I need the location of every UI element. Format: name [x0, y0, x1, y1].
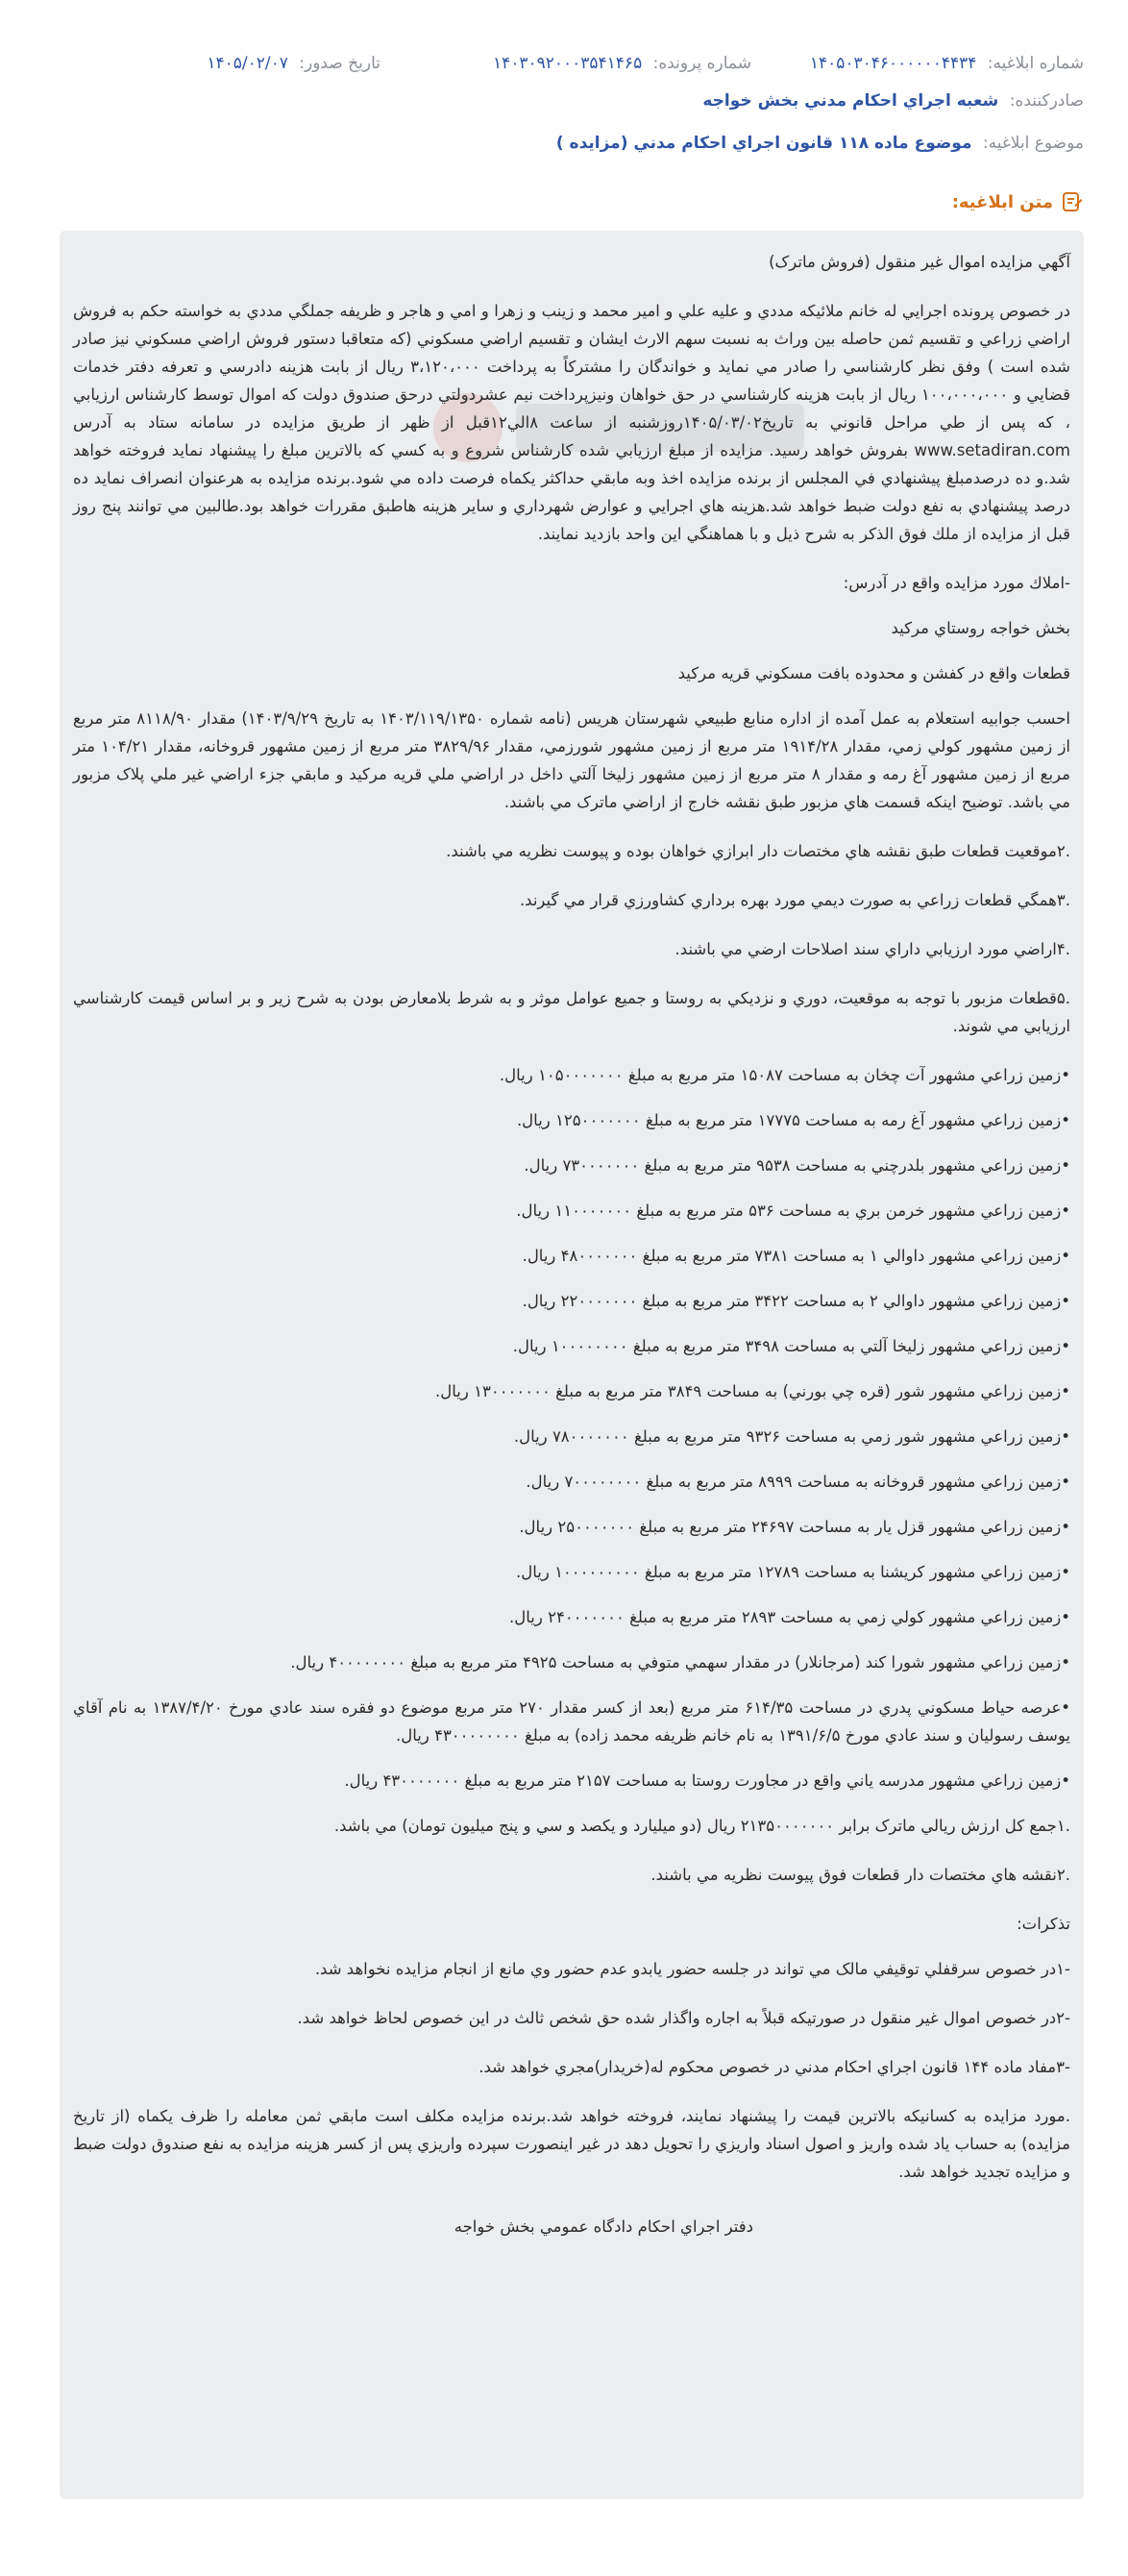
property-item: •زمين زراعي مشهور خرمن بري به مساحت ۵۳۶ متر مربع به مبلغ ۱۱۰۰۰۰۰۰۰ ريال. — [516, 1201, 1070, 1220]
notice-number-value: ۱۴۰۵۰۳۰۴۶۰۰۰۰۰۰۴۴۳۴ — [809, 54, 977, 73]
signature-office: دفتر اجراي احکام دادگاه عمومي بخش خواجه — [454, 2217, 753, 2236]
notice-paragraph: احسب جوابيه استعلام به عمل آمده از اداره منابع طبيعي شهرستان هريس (نامه شماره ۱۴۰۳/۱۱۹/۱۳۵۰ به تاريخ ۱۴۰۳/۹/۲۹) مقدار ۸۱۱۸/۹۰ متر مربع از زمين مشهور کولي زمي، مقدار ۱۹۱۴/۲۸ متر مربع از زمين مشهور شورزمي، مقدار ۳۸۲۹/۹۶ متر مربع از زمين مشهور قروخانه، مقدار ۱۰۴/۲۱ متر مربع از زمين مشهور آغ رمه و مقدار ۸ متر مربع از زمين مشهور زليخا آلتي داخل در اراضي ملي قريه مرکيد و مابقي جزء اراضي غير ملي پلاک مزبور مي باشد. توضيح اينکه قسمت هاي مزبور طبق نقشه خارج از اراضي ماترک مي باشند. — [73, 709, 1070, 811]
notice-text-title: متن ابلاغيه: — [951, 191, 1053, 212]
notice-number-label: شماره ابلاغيه: — [987, 54, 1084, 73]
property-item: •زمين زراعي مشهور شورا کند (مرجانلار) در مقدار سهمي متوفي به مساحت ۴۹۲۵ متر مربع به مبلغ ۴۰۰۰۰۰۰۰۰ ريال. — [290, 1653, 1070, 1672]
property-item: •زمين زراعي مشهور شور زمي به مساحت ۹۳۲۶ متر مربع به مبلغ ۷۸۰۰۰۰۰۰۰ ريال. — [513, 1427, 1070, 1446]
notice-paragraph: .۱جمع کل ارزش ريالي ماترک برابر ۲۱۳۵۰۰۰۰۰۰۰ ريال (دو ميليارد و يکصد و سي و پنج ميليون تومان) مي باشد. — [333, 1817, 1070, 1835]
property-item: •زمين زراعي مشهور داوالي ۲ به مساحت ۳۴۲۲ متر مربع به مبلغ ۲۲۰۰۰۰۰۰۰ ريال. — [522, 1292, 1070, 1310]
case-number-label: شماره پرونده: — [652, 54, 751, 73]
property-item: •زمين زراعي مشهور آت چخان به مساحت ۱۵۰۸۷ متر مربع به مبلغ ۱۰۵۰۰۰۰۰۰۰ ريال. — [499, 1066, 1070, 1084]
issuer-label: صادرکننده: — [1009, 91, 1084, 111]
issuer-row — [702, 91, 1084, 111]
notice-paragraph: -املاك مورد مزايده واقع در آدرس: — [843, 574, 1070, 592]
property-item: •زمين زراعي مشهور داوالي ۱ به مساحت ۷۳۸۱ متر مربع به مبلغ ۴۸۰۰۰۰۰۰۰ ريال. — [522, 1247, 1070, 1265]
note-item: -۱در خصوص سرقفلي توقيفي مالک مي تواند در جلسه حضور يابدو عدم حضور وي مانع از انجام مزايده نخواهد شد. — [314, 1960, 1070, 1978]
note-item: .مورد مزايده به کسانيکه بالاترين قيمت را پيشنهاد نمايند، فروخته خواهد شد.برنده مزايده مکلف است مابقي ثمن معامله را ظرف يکماه (از تاريخ مزايده) به حساب ياد شده واريز و اصول اسناد واريزي را تحويل دهد در غير اينصورت سپرده واريزي پس از کسر هزينه مزايده به نفع صندوق دولت ضبط و مزايده تجديد خواهد شد. — [73, 2107, 1070, 2181]
notice-paragraph: قطعات واقع در کفشن و محدوده بافت مسکوني قريه مرکيد — [677, 664, 1070, 682]
notice-paragraph: .۴اراضي مورد ارزيابي داراي سند اصلاحات ارضي مي باشند. — [674, 940, 1070, 958]
notice-paragraph: .۲موقعيت قطعات طبق نقشه هاي مختصات دار ابرازي خواهان بوده و پيوست نظريه مي باشند. — [446, 842, 1070, 860]
subject-value: موضوع ماده ۱۱۸ قانون اجراي احكام مدني (مزايده ) — [555, 134, 972, 153]
notice-body-text — [73, 248, 1070, 2262]
notice-paragraph: .۲نقشه هاي مختصات دار قطعات فوق پيوست نظريه مي باشند. — [650, 1866, 1070, 1884]
issuer-value: شعبه اجراي احكام مدني بخش خواجه — [702, 91, 999, 111]
property-item: •عرصه حياط مسکوني پدري در مساحت ۶۱۴/۳۵ متر مربع (بعد از کسر مقدار ۲۷۰ متر مربع موضوع دو فقره سند عادي مورخ ۱۳۸۷/۴/۲۰ به نام آقاي يوسف رسوليان و سند عادي مورخ ۱۳۹۱/۶/۵ به نام خانم ظريفه محمد زاده) به مبلغ ۴۳۰۰۰۰۰۰۰۰ ريال. — [73, 1698, 1071, 1745]
property-item: •زمين زراعي مشهور شور (قره چي بورني) به مساحت ۳۸۴۹ متر مربع به مبلغ ۱۳۰۰۰۰۰۰۰ ريال. — [435, 1382, 1070, 1400]
property-item: •زمين زراعي مشهور قروخانه به مساحت ۸۹۹۹ متر مربع به مبلغ ۷۰۰۰۰۰۰۰۰ ريال. — [526, 1473, 1070, 1491]
case-number-value: ۱۴۰۳۰۹۲۰۰۰۳۵۴۱۴۶۵ — [492, 54, 643, 73]
case-number — [493, 54, 751, 73]
notice-title: آگهي مزايده اموال غير منقول (فروش ماترک) — [769, 253, 1070, 271]
property-item: •زمين زراعي مشهور بلدرچني به مساحت ۹۵۳۸ متر مربع به مبلغ ۷۳۰۰۰۰۰۰۰ ريال. — [524, 1156, 1070, 1175]
subject-row — [556, 134, 1084, 153]
notice-text-heading — [952, 190, 1084, 213]
property-item: •زمين زراعي مشهور مدرسه ياني واقع در مجاورت روستا به مساحت ۲۱۵۷ متر مربع به مبلغ ۴۳۰۰۰۰۰۰۰ ريال. — [344, 1771, 1070, 1790]
issue-date-label: تاريخ صدور: — [299, 54, 380, 73]
property-item: •زمين زراعي مشهور آغ رمه به مساحت ۱۷۷۷۵ متر مربع به مبلغ ۱۲۵۰۰۰۰۰۰۰ ريال. — [516, 1111, 1070, 1129]
notice-body — [60, 231, 1084, 2499]
note-item: -۳مفاد ماده ۱۴۴ قانون اجراي احکام مدني در خصوص محکوم له(خريدار)مجري خواهد شد. — [478, 2058, 1070, 2076]
subject-label: موضوع ابلاغيه: — [982, 134, 1084, 153]
issue-date-value: ۱۴۰۵/۰۲/۰۷ — [207, 54, 288, 73]
property-item: •زمين زراعي مشهور قزل يار به مساحت ۲۴۶۹۷ متر مربع به مبلغ ۲۵۰۰۰۰۰۰۰ ريال. — [519, 1518, 1070, 1536]
notice-paragraph: بخش خواجه روستاي مرکيد — [891, 619, 1070, 637]
note-item: -۲در خصوص اموال غير منقول در صورتيکه قبلاً به اجاره واگذار شده حق شخص ثالث در اين خصوص لحاظ خواهد شد. — [297, 2009, 1070, 2027]
notice-header — [0, 0, 1128, 192]
notice-document-icon — [1061, 190, 1084, 213]
property-item: •زمين زراعي مشهور کريشنا به مساحت ۱۲۷۸۹ متر مربع به مبلغ ۱۰۰۰۰۰۰۰۰۰ ريال. — [515, 1563, 1070, 1581]
notice-paragraph: .۳همگي قطعات زراعي به صورت ديمي مورد بهره برداري کشاورزي قرار مي گيرند. — [519, 891, 1070, 909]
notes-heading: تذکرات: — [1017, 1915, 1070, 1933]
notice-paragraph: در خصوص پرونده اجرايي له خانم ملائيکه مددي و عليه علي و امير محمد و زينب و زهرا و امي و هاجر و ظريفه جملگي مددي به خواسته حکم به فروش اراضي زراعي و تقسيم ثمن حاصله بين وراث به نسبت سهم الارث ايشان و تقسيم اراضي مسکوني (که متعاقبا دستور فروش اراضي مسکوني نيز صادر شده است ) وفق نظر کارشناسي را صادر مي نمايد و خواندگان را مشترکاً به پرداخت ۳،۱۲۰،۰۰۰ ريال از بابت هزينه دادرسي و تعرفه دفتر خدمات قضايي و ۱۰۰،۰۰۰،۰۰۰ ريال از بابت هزينه کارشناسي در حق خواهان ونيزپرداخت نيم عشردولتي درحق صندوق دولت که اموال توسط کارشناس ارزيابي ، که پس از طي مراحل قانوني به تاريخ۱۴۰۵/۰۳/۰۲روزشنبه از ساعت ۸الي۱۲قبل از ظهر از طريق مزايده در سامانه ستاد به آدرس www.setadiran.com بفروش خواهد رسيد. مزايده از مبلغ ارزيابي شده کارشناس شروع و به کسي که بالاترين مبلغ را پيشنهاد نمايد فروخته خواهد شد.و ده درصدمبلغ پيشنهادي في المجلس از برنده مزايده اخذ وبه مابقي حداکثر يکماه فرصت داده مي شود.برنده مزايده به هرعنوان انصراف نمايد ده درصد پيشنهادي به نفع دولت ضبط خواهد شد.هزينه هاي اجرايي و عوارض شهرداري و ساير هزينه هاطبق مقررات خواهد بود.طالبين مي توانند پنج روز قبل از مزايده از ملك فوق الذكر به شرح ذيل و با هماهنگي اين واحد بازديد نمايند. — [73, 302, 1071, 543]
property-item: •زمين زراعي مشهور زليخا آلتي به مساحت ۳۴۹۸ متر مربع به مبلغ ۱۰۰۰۰۰۰۰۰ ريال. — [512, 1337, 1070, 1355]
issue-date — [207, 54, 380, 73]
property-item: •زمين زراعي مشهور کولي زمي به مساحت ۲۸۹۳ متر مربع به مبلغ ۲۴۰۰۰۰۰۰۰ ريال. — [509, 1608, 1070, 1626]
notice-number — [810, 54, 1084, 73]
notice-paragraph: .۵قطعات مزبور با توجه به موقعيت، دوري و نزديکي به روستا و جميع عوامل موثر و به شرط بلامعارض بودن به شرح زير و بر اساس قيمت کارشناسي ارزيابي مي شوند. — [73, 989, 1070, 1035]
